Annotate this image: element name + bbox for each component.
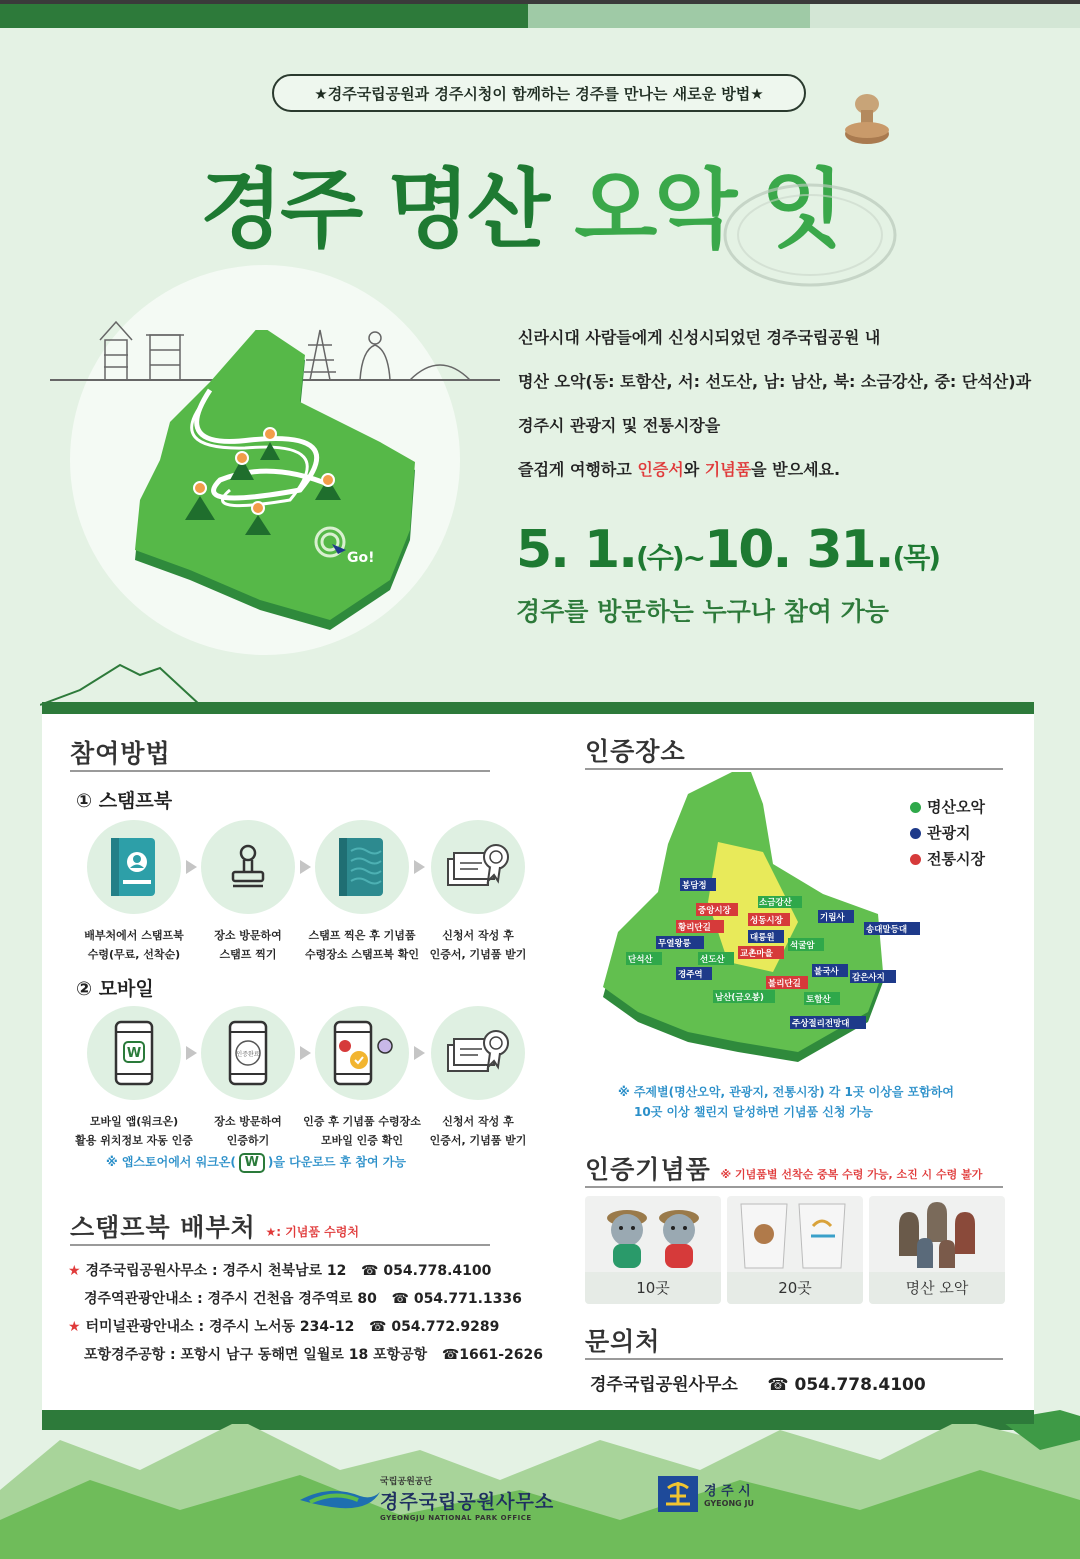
bear-doll-image [585, 1196, 721, 1272]
souvenir-card [585, 1196, 721, 1304]
stampbook-step-4: 신청서 작성 후 인증서, 기념품 받기 [428, 820, 528, 964]
mobile-step-3: 인증 후 기념품 수령장소 모바일 인증 확인 [312, 1006, 412, 1150]
gyeongju-map-illustration [130, 330, 430, 640]
svg-text:봉담정: 봉담정 [682, 881, 707, 891]
distribution-title: 스탬프북 배부처 ★: 기념품 수령처 [70, 1213, 359, 1242]
glass-cup-image [727, 1196, 863, 1272]
svg-text:단석산: 단석산 [628, 955, 653, 965]
inquiry-rule [585, 1358, 1003, 1360]
certificate-icon [431, 820, 525, 914]
stampbook-subtitle: ① 스탬프북 [76, 790, 173, 812]
svg-text:W: W [126, 1046, 142, 1061]
mobile-step-1: W 모바일 앱(워크온) 활용 위치정보 자동 인증 [84, 1006, 184, 1150]
souvenir-card [869, 1196, 1005, 1304]
knps-logo: 국립공원공단 경주국립공원사무소 GYEONGJU NATIONAL PARK OFFICE [380, 1477, 555, 1522]
phone-verify-icon [201, 1006, 295, 1100]
step-arrow [186, 860, 197, 874]
svg-text:석굴암: 석굴암 [790, 941, 815, 951]
desc-line2: 명산 오악(동: 토함산, 서: 선도산, 남: 남산, 북: 소금강산, 중: 단석산)과 [518, 372, 1032, 391]
certification-map [598, 772, 928, 1072]
legend-item-tourist: 관광지 [910, 820, 985, 846]
participation-rule [70, 770, 490, 772]
certification-rule [585, 768, 1003, 770]
souvenir-label: 명산 오악 [869, 1272, 1005, 1304]
step-arrow [414, 860, 425, 874]
cert-highlight: 인증서 [637, 460, 684, 479]
souvenir-note: ※ 기념품별 선착순 중복 수령 가능, 소진 시 수령 불가 [720, 1168, 983, 1181]
svg-text:불리단길: 불리단길 [768, 979, 801, 989]
mobile-subtitle: ② 모바일 [76, 978, 154, 1000]
svg-text:황리단길: 황리단길 [678, 923, 711, 933]
step-arrow [414, 1046, 425, 1060]
title-part1: 경주 명산 [200, 160, 548, 260]
stamp-ring-icon [720, 180, 900, 290]
legend-item-mountain: 명산오악 [910, 794, 985, 820]
svg-text:소금강산: 소금강산 [759, 898, 792, 908]
step-arrow [300, 1046, 311, 1060]
tagline-pill: ★경주국립공원과 경주시청이 함께하는 경주를 만나는 새로운 방법★ [272, 74, 806, 112]
eligibility-text: 경주를 방문하는 누구나 참여 가능 [516, 597, 889, 626]
stamp-tool-icon [201, 820, 295, 914]
gyeongju-city-logo: 경 주 시 GYEONG JU [704, 1484, 754, 1508]
stampbook-step-1: 배부처에서 스탬프북 수령(무료, 선착순) [84, 820, 184, 964]
distribution-rule [70, 1244, 490, 1246]
stampbook-step-3: 스탬프 찍은 후 기념품 수령장소 스탬프북 확인 [312, 820, 412, 964]
certification-title: 인증장소 [585, 737, 686, 766]
desc-line4: 즐겁게 여행하고 인증서와 기념품을 받으세요. [518, 460, 841, 479]
distribution-row: 경주역관광안내소 : 경주시 건천읍 경주역로 80 ☎ 054.771.1336 [84, 1291, 522, 1307]
gyeongju-city-emblem-icon [656, 1474, 700, 1514]
svg-text:송대말등대: 송대말등대 [866, 925, 908, 935]
svg-text:토함산: 토함산 [806, 995, 831, 1005]
phone-check-icon [315, 1006, 409, 1100]
distribution-title-note: ★: 기념품 수령처 [265, 1225, 359, 1239]
mobile-step-2: 인증완료 장소 방문하여 인증하기 [198, 1006, 298, 1150]
challenge-note: ※ 주제별(명산오악, 관광지, 전통시장) 각 1곳 이상을 포함하여 10곳 이상 챌린지 달성하면 기념품 신청 가능 [618, 1085, 954, 1119]
app-download-note: ※ 앱스토어에서 워크온( W )을 다운로드 후 참여 가능 [106, 1153, 406, 1173]
souvenir-label: 10곳 [585, 1272, 721, 1304]
souvenir-label: 20곳 [727, 1272, 863, 1304]
stampbook-step-2: 장소 방문하여 스탬프 찍기 [198, 820, 298, 964]
miniature-figures-image [869, 1196, 1005, 1272]
mobile-step-4: 신청서 작성 후 인증서, 기념품 받기 [428, 1006, 528, 1150]
walkon-app-icon [87, 1006, 181, 1100]
distribution-row: ★ 경주국립공원사무소 : 경주시 천북남로 12 ☎ 054.778.4100 [68, 1263, 492, 1279]
hill-decoration [40, 650, 200, 710]
step-arrow [300, 860, 311, 874]
inquiry-contact: 경주국립공원사무소 ☎ 054.778.4100 [590, 1375, 926, 1395]
inquiry-title: 문의처 [585, 1327, 661, 1356]
inquiry-phone: ☎ 054.778.4100 [767, 1375, 926, 1395]
map-legend [910, 794, 985, 872]
gift-highlight: 기념품 [704, 460, 752, 479]
footer-mountains [0, 1380, 1080, 1559]
go-label: Go! [347, 550, 375, 566]
distribution-row: ★ 터미널관광안내소 : 경주시 노서동 234-12 ☎ 054.772.9289 [68, 1319, 500, 1335]
hero-description [518, 316, 1038, 492]
svg-text:대릉원: 대릉원 [750, 933, 775, 943]
svg-text:남산(금오봉): 남산(금오봉) [715, 993, 764, 1003]
svg-text:경주역: 경주역 [678, 970, 703, 980]
knps-logo-icon [300, 1478, 380, 1518]
svg-text:불국사: 불국사 [814, 967, 839, 977]
walkon-icon: W [239, 1153, 265, 1173]
svg-text:감은사지: 감은사지 [852, 973, 885, 983]
stamped-book-icon [315, 820, 409, 914]
svg-text:기림사: 기림사 [820, 913, 845, 923]
souvenir-title: 인증기념품 ※ 기념품별 선착순 중복 수령 가능, 소진 시 수령 불가 [585, 1155, 983, 1184]
stampbook-icon [87, 820, 181, 914]
event-dates: 5. 1.(수)~10. 31.(목) [516, 520, 940, 580]
svg-text:성동시장: 성동시장 [750, 916, 783, 926]
desc-line3: 경주시 관광지 및 전통시장을 [518, 416, 721, 435]
participation-title: 참여방법 [70, 739, 171, 768]
svg-text:교촌마을: 교촌마을 [740, 949, 773, 959]
souvenir-rule [585, 1186, 1003, 1188]
svg-text:무열왕릉: 무열왕릉 [658, 939, 691, 949]
svg-text:인증완료: 인증완료 [236, 1051, 260, 1058]
souvenir-card [727, 1196, 863, 1304]
desc-line1: 신라시대 사람들에게 신성시되었던 경주국립공원 내 [518, 328, 881, 347]
svg-text:중앙시장: 중앙시장 [698, 906, 731, 916]
distribution-row: 포항경주공항 : 포항시 남구 동해면 일월로 18 포항공항 ☎1661-2626 [84, 1347, 544, 1363]
svg-text:선도산: 선도산 [700, 955, 725, 965]
legend-item-market: 전통시장 [910, 846, 985, 872]
step-arrow [186, 1046, 197, 1060]
certificate-icon [431, 1006, 525, 1100]
svg-text:주상절리전망대: 주상절리전망대 [792, 1019, 850, 1029]
title-part2: 오악 잇 [574, 160, 842, 260]
top-color-bar [0, 0, 1080, 28]
